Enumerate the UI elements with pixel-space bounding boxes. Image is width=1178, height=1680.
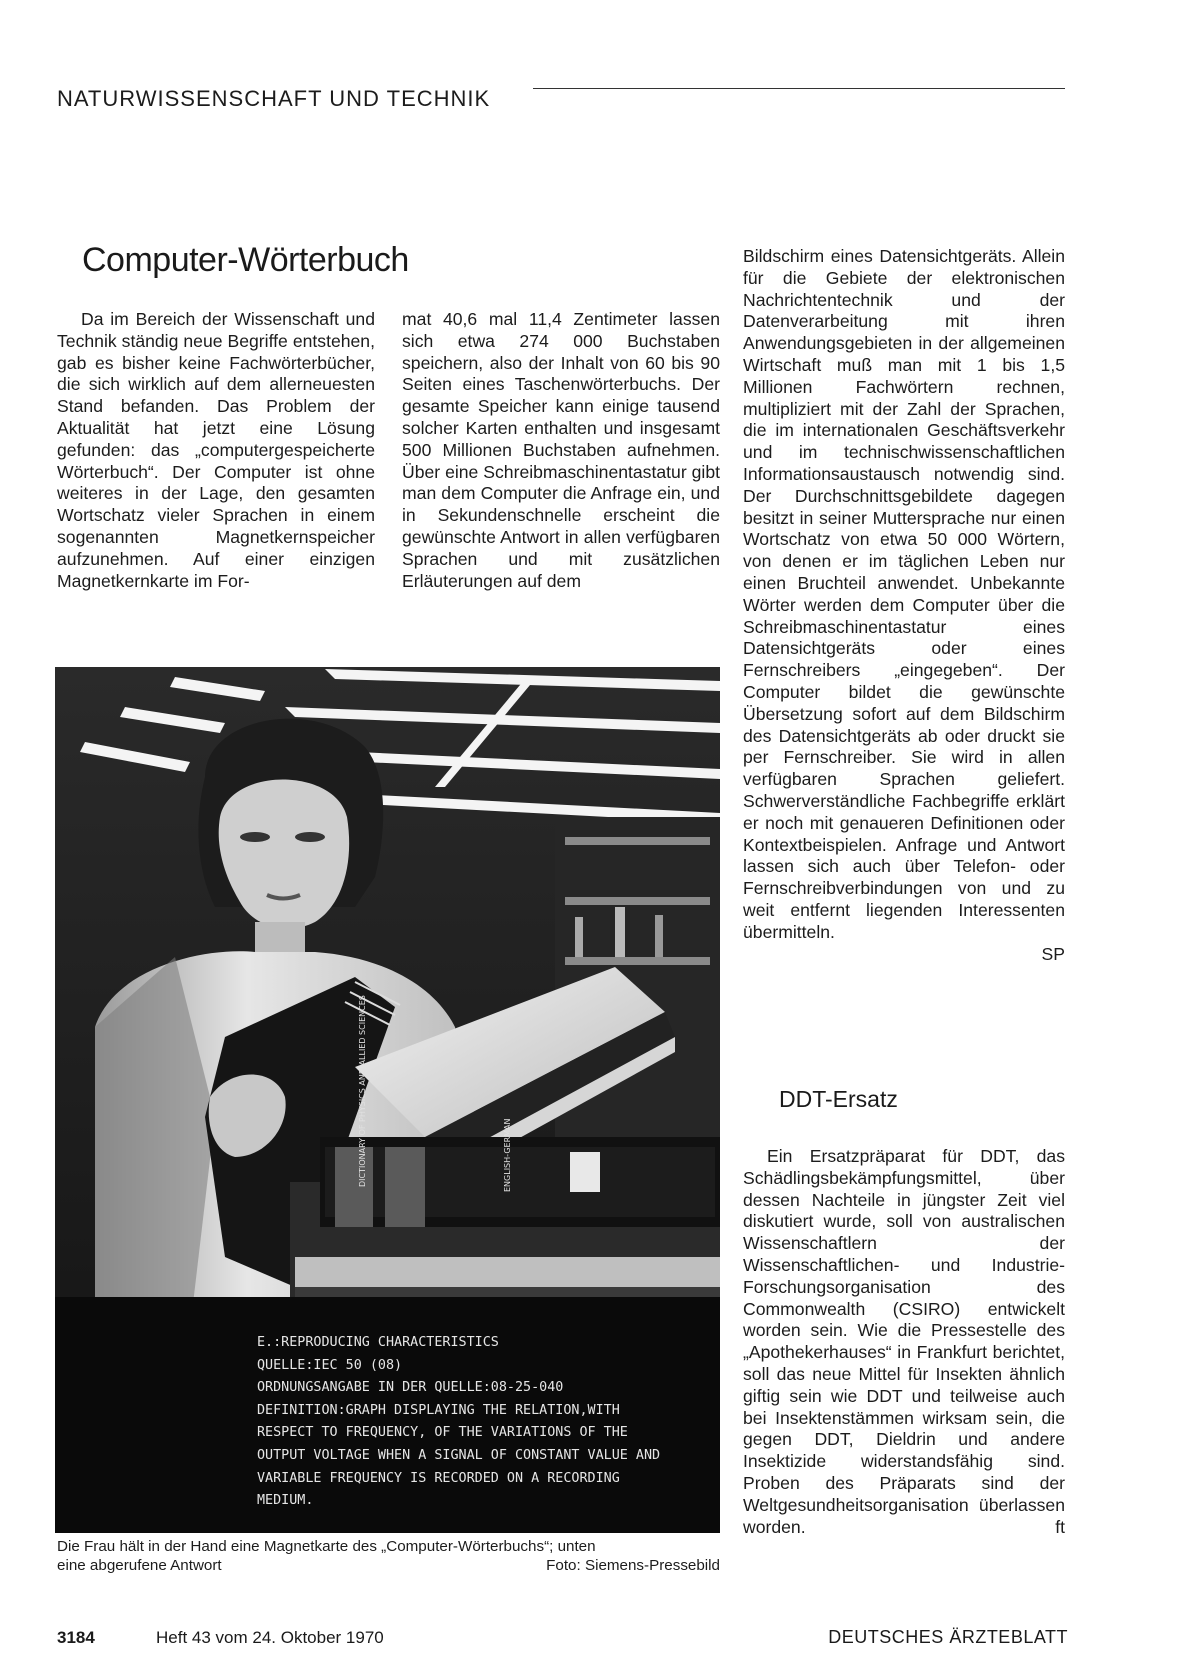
article-paragraph-3: Bildschirm eines Datensichtgeräts. Allein für die Gebiete der elektronischen Nachrichtentechnik und der Datenverarbeitung mit ihren Anwendungsgebieten in der allgemeinen Wirtschaft muß man mit 1 bis 1,5 Millionen Fachwörtern rechnen, multipliziert mit der Zahl der Sprachen, die im internationalen Geschäftsverkehr und im technischwissenschaftlichen Informationsaustausch notwendig sind. Der Durchschnittsgebildete dagegen besitzt in seiner Muttersprache nur einen Wortschatz von etwa 50 000 Wörtern, von denen er im täglichen Leben nur einen Bruchteil anwendet. Unbekannte Wörter werden dem Computer über die Schreibmaschinentastatur eines Datensichtgeräts oder eines Fernschreibers „eingegeben“. Der Computer bildet die gewünschte Übersetzung sofort auf dem Bildschirm des Datensichtgeräts ab oder druckt sie per Fernschreiber. Sie wird in allen verfügbaren Sprachen geliefert. Schwerverständliche Fachbegriffe erklärt er noch mit genaueren Definitionen oder Kontextbeispielen. Anfrage und Antwort lassen sich auch über Telefon- oder Fernschreibverbindungen von und zu weit entfernt liegenden Interessenten übermitteln.: [743, 246, 1065, 942]
terminal-line: VARIABLE FREQUENCY IS RECORDED ON A RECORDING: [257, 1470, 620, 1486]
terminal-line: DEFINITION:GRAPH DISPLAYING THE RELATION,WITH: [257, 1402, 620, 1418]
terminal-line: E.:REPRODUCING CHARACTERISTICS: [257, 1335, 499, 1350]
caption-line-2: [57, 1556, 720, 1575]
terminal-output: [257, 1332, 660, 1513]
book-spine-title: DICTIONARY OF PHYSICS AND ALLIED SCIENCES: [358, 995, 367, 1187]
caption-line-1: Die Frau hält in der Hand eine Magnetkarte des „Computer-Wörterbuchs“; unten: [57, 1538, 596, 1555]
article-column-1: [57, 309, 375, 592]
book-spine-language: ENGLISH-GERMAN: [503, 1118, 512, 1192]
caption-line-2-text: eine abgerufene Antwort: [57, 1557, 222, 1574]
terminal-line: MEDIUM.: [257, 1493, 314, 1509]
article-column-3: [743, 246, 1065, 965]
page-number: 3184: [57, 1628, 95, 1647]
issue-info: Heft 43 vom 24. Oktober 1970: [156, 1628, 384, 1647]
terminal-line: ORDNUNGSANGABE IN DER QUELLE:08-25-040: [257, 1380, 564, 1396]
article-paragraph-1: Da im Bereich der Wissenschaft und Technik ständig neue Begriffe entstehen, gab es bisher keine Fachwörterbücher, die sich wirklich auf dem allerneuesten Stand befanden. Das Problem der Aktualität hat jetzt eine Lösung gefunden: das „computergespeicherte Wörterbuch“. Der Computer ist ohne weiteres in der Lage, den gesamten Wortschatz vieler Sprachen in einem sogenannten Magnetkernspeicher aufzunehmen. Auf einer einzigen Magnetkernkarte im For-: [57, 309, 375, 591]
article-2-paragraph: Ein Ersatzpräparat für DDT, das Schädlingsbekämpfungsmittel, über dessen Nachteile in jüngster Zeit viel diskutiert wurde, soll von australischen Wissenschaftlern der Wissenschaftlichen- und Industrie-Forschungsorganisation des Commonwealth (CSIRO) entwickelt worden sein. Wie die Pressestelle des „Apothekerhauses“ in Frankfurt berichtet, soll das neue Mittel für Insekten ähnlich giftig sein wie DDT und teilweise auch bei Insektenstämmen wirksam sein, die gegen DDT, Dieldrin und andere Insektizide widerstandsfähig sind. Proben des Präparats sind der Weltgesundheitsorganisation überlassen worden.: [743, 1146, 1065, 1537]
photo-caption: [57, 1537, 720, 1575]
terminal-line: QUELLE:IEC 50 (08): [257, 1357, 403, 1373]
terminal-line: RESPECT TO FREQUENCY, OF THE VARIATIONS OF THE: [257, 1425, 628, 1441]
article-title: Computer-Wörterbuch: [82, 241, 409, 279]
article-column-2: [402, 309, 720, 592]
article-signature: SP: [1041, 943, 1065, 964]
article-paragraph-2: mat 40,6 mal 11,4 Zentimeter lassen sich etwa 274 000 Buchstaben speichern, also der Inhalt von 60 bis 90 Seiten eines Taschenwörterbuchs. Der gesamte Speicher kann einige tausend solcher Karten enthalten und insgesamt 500 Millionen Buchstaben aufnehmen. Über eine Schreibmaschinentastatur gibt man dem Computer die Anfrage ein, und in Sekundenschnelle erscheint die gewünschte Antwort in allen verfügbaren Sprachen und mit zusätzlichen Erläuterungen auf dem: [402, 309, 720, 591]
photo-credit: Foto: Siemens-Pressebild: [546, 1557, 720, 1574]
journal-name: DEUTSCHES ÄRZTEBLATT: [828, 1627, 1068, 1647]
signature-row: [743, 944, 1065, 966]
article-2-signature: ft: [1055, 1516, 1065, 1537]
terminal-line: OUTPUT VOLTAGE WHEN A SIGNAL OF CONSTANT VALUE AND: [257, 1447, 661, 1463]
section-rule: [533, 88, 1065, 89]
section-heading: NATURWISSENSCHAFT UND TECHNIK: [57, 86, 491, 111]
article-2-title: DDT-Ersatz: [779, 1086, 898, 1112]
article-2-column: [743, 1146, 1065, 1538]
